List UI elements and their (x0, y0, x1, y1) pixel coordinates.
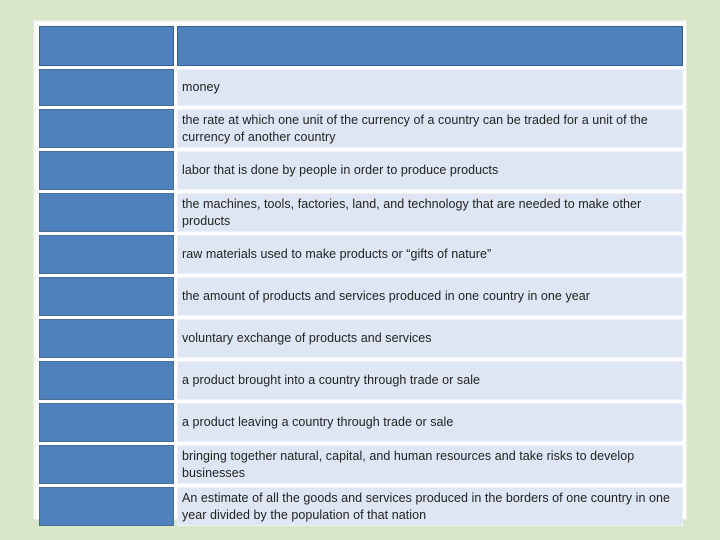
term-cell (39, 235, 174, 274)
term-cell (39, 403, 174, 442)
definition-cell: the machines, tools, factories, land, and technology that are needed to make other products (177, 193, 683, 232)
definition-cell: labor that is done by people in order to produce products (177, 151, 683, 190)
table-row (39, 109, 683, 148)
definition-cell: a product leaving a country through trade or sale (177, 403, 683, 442)
table-row (39, 193, 683, 232)
definition-cell: a product brought into a country through trade or sale (177, 361, 683, 400)
table-row (39, 487, 683, 526)
table-row (39, 361, 683, 400)
vocabulary-table (36, 23, 686, 529)
definition-cell: the rate at which one unit of the currency of a country can be traded for a unit of the currency of another country (177, 109, 683, 148)
term-cell (39, 445, 174, 484)
term-cell (39, 319, 174, 358)
table-row (39, 151, 683, 190)
definition-cell: An estimate of all the goods and services produced in the borders of one country in one year divided by the population of that nation (177, 487, 683, 526)
term-cell (39, 151, 174, 190)
term-cell (39, 109, 174, 148)
term-cell (39, 361, 174, 400)
table-row (39, 445, 683, 484)
definition-cell: money (177, 69, 683, 106)
table-row (39, 277, 683, 316)
vocabulary-table-container (36, 23, 686, 522)
table-row (39, 235, 683, 274)
term-cell (39, 193, 174, 232)
term-header-cell (39, 26, 174, 66)
term-cell (39, 277, 174, 316)
definition-cell: voluntary exchange of products and services (177, 319, 683, 358)
table-row (39, 69, 683, 106)
table-row (39, 403, 683, 442)
term-cell (39, 487, 174, 526)
definition-cell: raw materials used to make products or “gifts of nature” (177, 235, 683, 274)
table-row (39, 319, 683, 358)
definition-cell: bringing together natural, capital, and human resources and take risks to develop businesses (177, 445, 683, 484)
definition-header-cell (177, 26, 683, 66)
definition-cell: the amount of products and services produced in one country in one year (177, 277, 683, 316)
term-cell (39, 69, 174, 106)
table-header-row (39, 26, 683, 66)
